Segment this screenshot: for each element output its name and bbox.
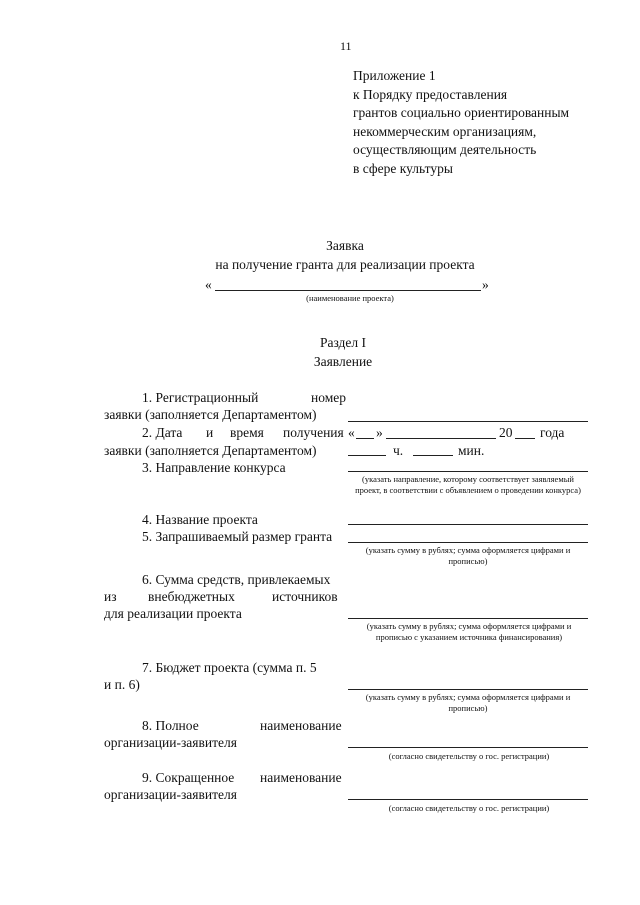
item6-caption: (указать сумму в рублях; сумма оформляется цифрами и прописью с указанием источника финансирования) (366, 621, 572, 642)
date-year-prefix: 20 (499, 425, 513, 440)
item8-label-a: 8. Полное (142, 718, 199, 733)
item1-label-a: 1. Регистрационный (142, 390, 259, 405)
date-month-field[interactable] (386, 438, 496, 439)
org-short-name-field[interactable] (348, 799, 588, 800)
item6-label-a: 6. Сумма средств, привлекаемых (142, 572, 331, 587)
item1-label-b: номер (311, 390, 347, 405)
item8-label-b: наименование (260, 718, 342, 733)
section-name: Заявление (313, 354, 373, 369)
item5-caption: (указать сумму в рублях; сумма оформляется цифрами и прописью) (365, 545, 571, 566)
page-number: 11 (340, 39, 352, 53)
date-quote-open: « (348, 425, 355, 440)
project-quote-close: » (482, 277, 489, 292)
item6-label-b1: из (104, 589, 117, 604)
appendix-line: в сфере культуры (353, 160, 453, 176)
appendix-line: грантов социально ориентированным (353, 105, 570, 120)
appendix-block (353, 67, 569, 178)
date-day-field[interactable] (356, 438, 374, 439)
project-name-field[interactable] (215, 290, 481, 291)
org-full-name-field[interactable] (348, 747, 588, 748)
item4-label: 4. Название проекта (142, 512, 258, 527)
item2-label-c: время (230, 425, 264, 440)
item6-label-c: для реализации проекта (104, 606, 242, 621)
item6-label-b3: источников (272, 589, 338, 604)
appendix-line: осуществляющим деятельность (353, 142, 537, 157)
item9-label-a: 9. Сокращенное (142, 770, 235, 785)
item2-label-a: 2. Дата (142, 425, 183, 440)
item3-label: 3. Направление конкурса (142, 460, 286, 475)
grant-amount-field[interactable] (348, 542, 588, 543)
item6-label-b2: внебюджетных (148, 589, 235, 604)
form-title: Заявка (326, 238, 364, 253)
date-year-suffix: года (540, 425, 565, 440)
project-name-caption: (наименование проекта) (306, 293, 394, 303)
item2-label-b: и (206, 425, 214, 440)
project-budget-field[interactable] (348, 689, 588, 690)
time-minutes-field[interactable] (413, 455, 453, 456)
extrabudget-amount-field[interactable] (348, 618, 588, 619)
item7-caption: (указать сумму в рублях; сумма оформляется цифрами и прописью) (365, 692, 571, 713)
registration-number-field[interactable] (348, 421, 588, 422)
time-hours-field[interactable] (348, 455, 386, 456)
appendix-line: к Порядку предоставления (353, 86, 508, 102)
item7-label-a: 7. Бюджет проекта (сумма п. 5 (142, 660, 317, 675)
item9-label-c: организации-заявителя (104, 787, 237, 802)
appendix-line: Приложение 1 (353, 68, 436, 83)
appendix-line: некоммерческим организациям, (353, 123, 537, 139)
item8-label-c: организации-заявителя (104, 735, 237, 750)
time-hours-unit: ч. (393, 443, 404, 458)
item2-label-e: заявки (заполняется Департаментом) (104, 443, 317, 458)
project-quote-open: « (205, 277, 212, 292)
item9-label-b: наименование (260, 770, 342, 785)
competition-direction-field[interactable] (348, 471, 588, 472)
item7-label-b: и п. 6) (104, 677, 140, 692)
item5-label: 5. Запрашиваемый размер гранта (142, 529, 333, 544)
time-minutes-unit: мин. (458, 443, 485, 458)
item9-caption: (согласно свидетельству о гос. регистрации) (388, 803, 550, 813)
item1-label-c: заявки (заполняется Департаментом) (104, 407, 317, 422)
project-title-field[interactable] (348, 524, 588, 525)
section-label: Раздел I (319, 335, 367, 350)
item3-caption: (указать направление, которому соответствует заявляемый проект, в соответствии с объявлением о проведении конкурса) (355, 474, 581, 495)
item2-label-d: получения (283, 425, 344, 440)
date-quote-close: » (376, 425, 383, 440)
form-subtitle: на получение гранта для реализации проекта (215, 257, 475, 272)
date-year-field[interactable] (515, 438, 535, 439)
item8-caption: (согласно свидетельству о гос. регистрации) (388, 751, 550, 761)
